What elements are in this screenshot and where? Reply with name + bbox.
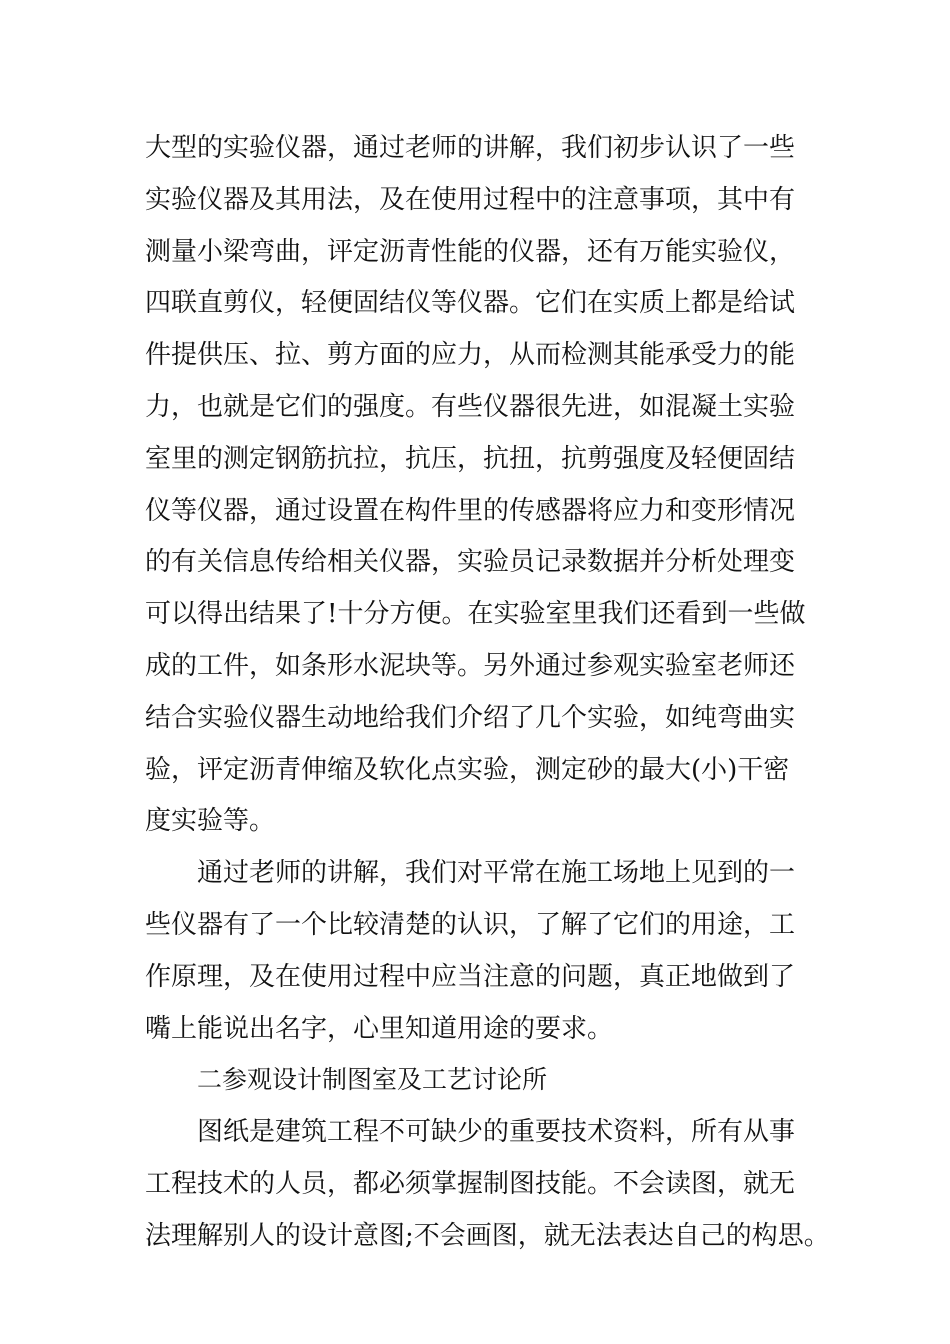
text-line: 的有关信息传给相关仪器，实验员记录数据并分析处理变 [145,547,796,577]
text-line: 测量小梁弯曲，评定沥青性能的仪器，还有万能实验仪， [145,237,796,267]
text-line: 件提供压、拉、剪方面的应力，从而检测其能承受力的能 [145,340,796,370]
text-line: 四联直剪仪，轻便固结仪等仪器。它们在实质上都是给试 [145,288,796,318]
text-line: 度实验等。 [145,806,276,836]
paragraph-first-line: 通过老师的讲解，我们对平常在施工场地上见到的一 [197,858,796,888]
text-line: 力，也就是它们的强度。有些仪器很先进，如混凝土实验 [145,392,796,422]
text-line: 作原理，及在使用过程中应当注意的问题，真正地做到了 [145,962,796,992]
paragraph-first-line: 图纸是建筑工程不可缺少的重要技术资料，所有从事 [197,1117,796,1147]
text-line: 仪等仪器，通过设置在构件里的传感器将应力和变形情况 [145,496,796,526]
text-line: 室里的测定钢筋抗拉，抗压，抗扭，抗剪强度及轻便固结 [145,444,796,474]
text-line: 成的工件，如条形水泥块等。另外通过参观实验室老师还 [145,651,796,681]
text-line: 工程技术的人员，都必须掌握制图技能。不会读图，就无 [145,1169,796,1199]
text-line: 大型的实验仪器，通过老师的讲解，我们初步认识了一些 [145,133,796,163]
text-line: 可以得出结果了!十分方便。在实验室里我们还看到一些做 [145,599,806,629]
text-line: 法理解别人的设计意图;不会画图，就无法表达自己的构思。 [145,1221,830,1251]
text-line: 实验仪器及其用法，及在使用过程中的注意事项，其中有 [145,185,796,215]
text-line: 些仪器有了一个比较清楚的认识，了解了它们的用途，工 [145,910,796,940]
text-line: 嘴上能说出名字，心里知道用途的要求。 [145,1014,614,1044]
text-line: 结合实验仪器生动地给我们介绍了几个实验，如纯弯曲实 [145,703,796,733]
text-line: 验，评定沥青伸缩及软化点实验，测定砂的最大(小)干密 [145,755,790,785]
section-heading: 二参观设计制图室及工艺讨论所 [197,1065,548,1094]
